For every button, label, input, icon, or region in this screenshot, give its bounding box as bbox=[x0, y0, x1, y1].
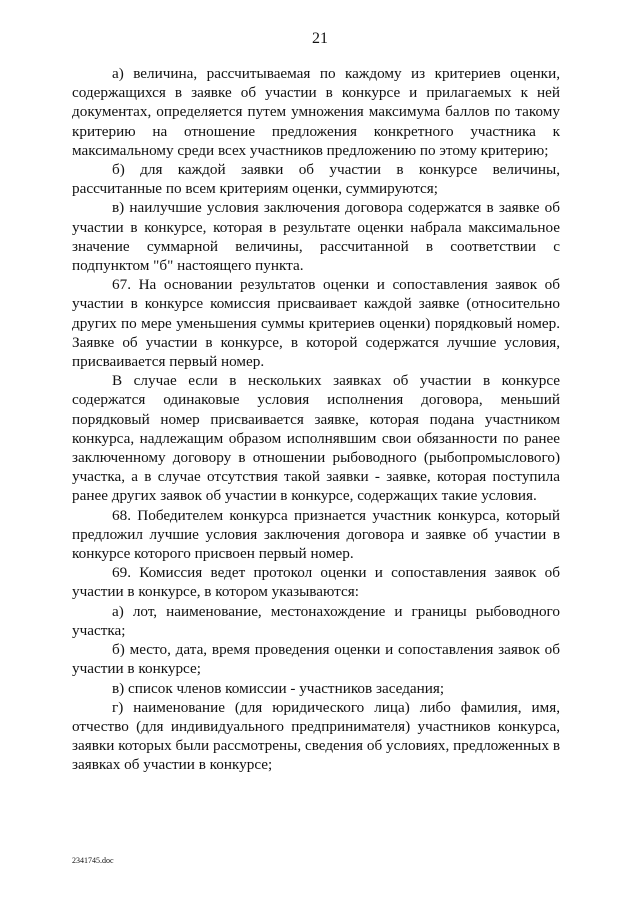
paragraph-69v-members: в) список членов комиссии - участников заседания; bbox=[112, 679, 445, 697]
paragraph-68-winner: 68. Победителем конкурса признается участник конкурса, который предложил лучшие условия заключения договора и заявке об участии в конкурсе которого присвоен первый номер. bbox=[72, 506, 560, 563]
document-file-code: 2341745.doc bbox=[72, 856, 114, 865]
paragraph-69a-lot: а) лот, наименование, местонахождение и границы рыбоводного участка; bbox=[72, 602, 560, 639]
paragraph-69g-participants: г) наименование (для юридического лица) либо фамилия, имя, отчество (для индивидуального предпринимателя) участников конкурса, заявки которых были рассмотрены, сведения об условиях, предложенных в заявках об участии в конкурсе; bbox=[72, 698, 560, 774]
paragraph-a-criteria-value: а) величина, рассчитываемая по каждому из критериев оценки, содержащихся в заявке об участии в конкурсе и прилагаемых к ней документах, определяется путем умножения максимума баллов по такому критерию на отношение предложения конкретного участника к максимальному среди всех участников предложению по этому критерию; bbox=[72, 65, 560, 159]
paragraph-69-protocol: 69. Комиссия ведет протокол оценки и сопоставления заявок об участии в конкурсе, в котором указываются: bbox=[72, 564, 560, 601]
document-body bbox=[72, 64, 560, 775]
paragraph-69b-place-date: б) место, дата, время проведения оценки и сопоставления заявок об участии в конкурсе; bbox=[72, 641, 560, 678]
paragraph-67-ranking: 67. На основании результатов оценки и сопоставления заявок об участии в конкурсе комиссия присваивает каждой заявке (относительно других по мере уменьшения суммы критериев оценки) порядковый номер. Заявке об участии в конкурсе, в которой содержатся лучшие условия, присваивается первый номер. bbox=[72, 276, 560, 371]
paragraph-b-sum-values: б) для каждой заявки об участии в конкурсе величины, рассчитанные по всем критериям оценки, суммируются; bbox=[72, 161, 560, 198]
page-number: 21 bbox=[312, 30, 328, 47]
paragraph-v-best-conditions: в) наилучшие условия заключения договора содержатся в заявке об участии в конкурсе, которая в результате оценки набрала максимальное значение суммарной величины, рассчитанной в соответствии с подпунктом "б" настоящего пункта. bbox=[72, 199, 560, 275]
paragraph-equal-conditions: В случае если в нескольких заявках об участии в конкурсе содержатся одинаковые условия исполнения договора, меньший порядковый номер присваивается заявке, которая подана участником конкурса, надлежащим образом исполнявшим свои обязанности по ранее заключенному договору в отношении рыбоводного (рыбопромыслового) участка, а в случае отсутствия такой заявки - заявке, которая поступила ранее других заявок об участии в конкурсе, содержащих такие условия. bbox=[72, 372, 560, 505]
